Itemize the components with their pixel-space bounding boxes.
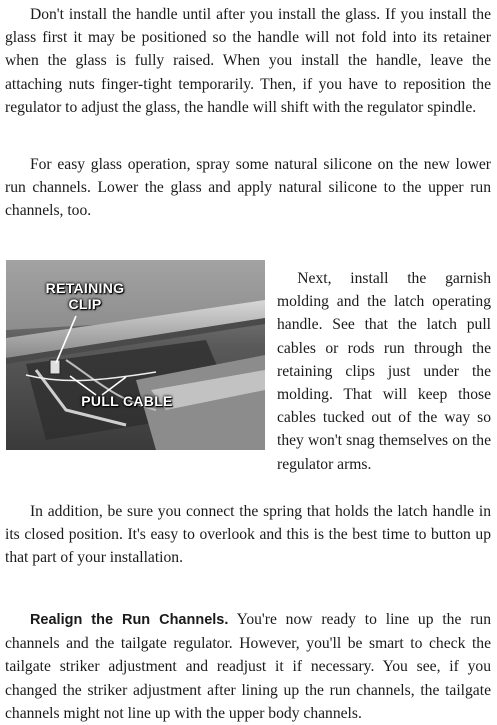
paragraph-latch-spring: In addition, be sure you connect the spring that holds the latch handle in its closed position. It's easy to overlook and this is the best time to button up that part of your installation. bbox=[5, 503, 491, 567]
callout-retaining-clip bbox=[40, 280, 130, 312]
paragraph-garnish-molding: Next, install the garnish molding and the latch operating handle. See that the latch pull cables or rods run through the retaining clips just under the molding. That will keep those cables tucked out of the way so they won't snag themselves on the regulator arms. bbox=[277, 270, 491, 473]
section-heading-realign: Realign the Run Channels. bbox=[29, 612, 229, 628]
callout-pull-cable: PULL CABLE bbox=[81, 393, 173, 409]
paragraph-realign-body: You're now ready to line up the run channels and the tailgate regulator. However, you'll be smart to check the tailgate striker adjustment and readjust it if necessary. You see, if you changed the striker adjustment after lining up the run channels, the tailgate channels might not line up with the upper body channels. bbox=[5, 611, 492, 722]
callout-retaining-line1: RETAINING bbox=[45, 280, 125, 296]
paragraph-handle-install: Don't install the handle until after you install the glass. If you install the glass first it may be positioned so the handle will not fold into its retainer when the glass is fully raised. When you install the handle, leave the attaching nuts finger-tight temporarily. Then, if you have to reposition the regulator to adjust the glass, the handle will shift with the regulator spindle. bbox=[5, 6, 491, 116]
paragraph-realign-run-channels bbox=[5, 608, 491, 725]
callout-retaining-line2: CLIP bbox=[68, 296, 102, 312]
paragraph-silicone: For easy glass operation, spray some natural silicone on the new lower run channels. Lower the glass and apply natural silicone to the upper run channels, too. bbox=[5, 156, 491, 220]
figure-photo-pull-cable bbox=[6, 260, 265, 450]
